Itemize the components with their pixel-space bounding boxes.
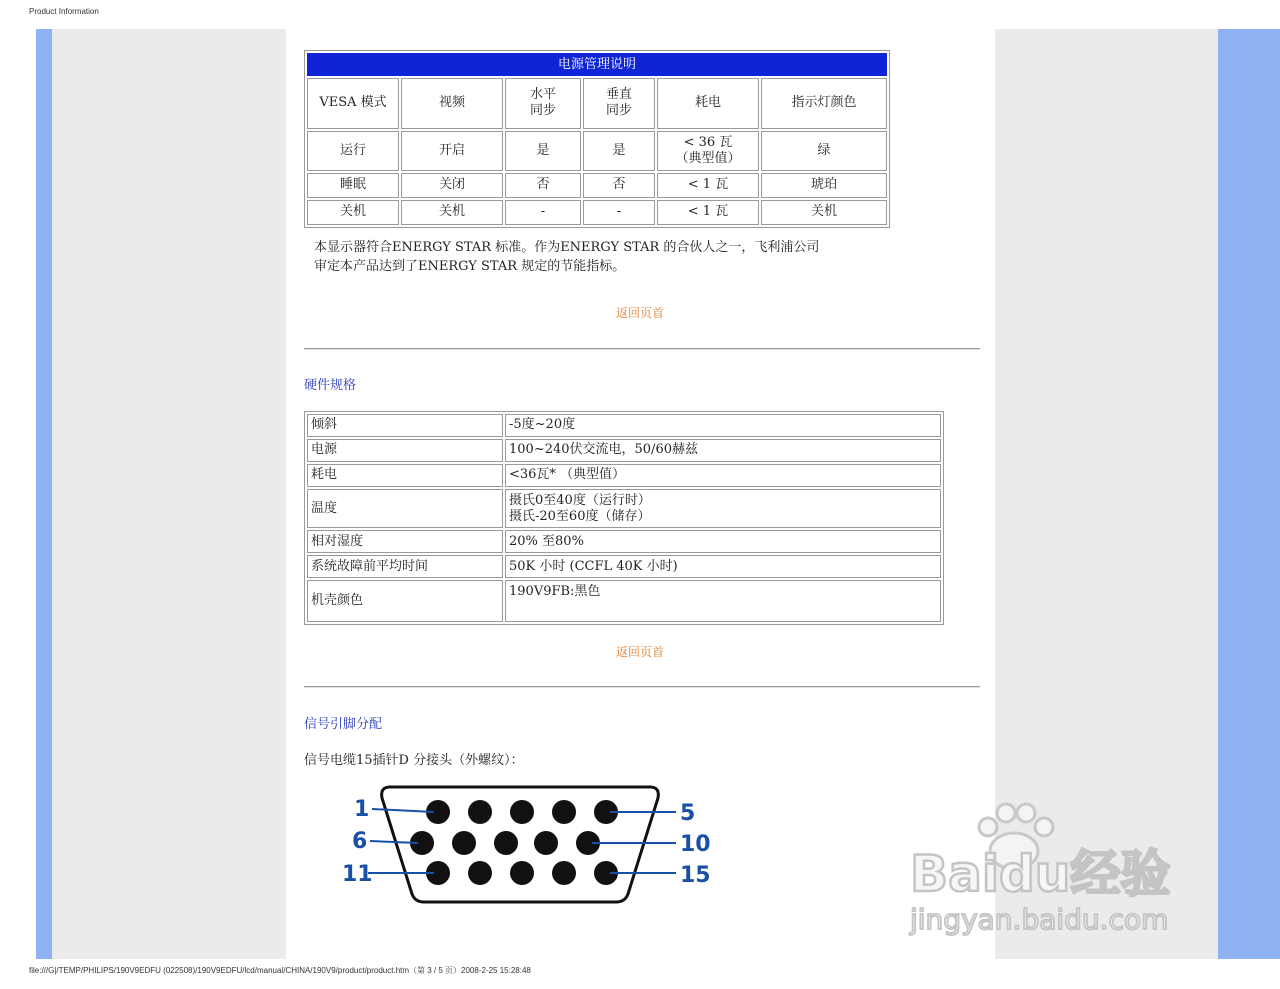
energy-note-line: 本显示器符合ENERGY STAR 标准。作为ENERGY STAR 的合伙人之一，飞利浦公司 <box>314 240 820 255</box>
spec-key: 倾斜 <box>307 414 503 437</box>
power-header-cell: 视频 <box>401 78 503 128</box>
energy-note-line: 审定本产品达到了ENERGY STAR 规定的节能指标。 <box>314 259 626 274</box>
power-table-title: 电源管理说明 <box>307 53 887 76</box>
pin <box>510 861 534 885</box>
watermark-site: jingyan.baidu.com <box>910 903 1169 936</box>
pin <box>494 831 518 855</box>
hardware-spec-heading: 硬件规格 <box>304 378 357 393</box>
power-cell: 否 <box>583 173 655 198</box>
power-header-cell: 耗电 <box>657 78 759 128</box>
pin-label-6: 6 <box>352 829 368 854</box>
pin <box>534 831 558 855</box>
power-header-cell: VESA 模式 <box>307 78 399 128</box>
spec-value: 190V9FB:黑色 <box>505 580 941 622</box>
power-cell: 关闭 <box>401 173 503 198</box>
hardware-spec-table <box>304 411 944 625</box>
spec-key: 系统故障前平均时间 <box>307 555 503 578</box>
section-divider <box>304 686 980 688</box>
spec-value <box>505 489 941 529</box>
section-divider <box>304 348 980 350</box>
power-cell: 绿 <box>761 131 887 171</box>
spec-value: 100~240伏交流电，50/60赫兹 <box>505 439 941 462</box>
pin <box>468 861 492 885</box>
power-cell: 否 <box>505 173 581 198</box>
print-header: Product Information <box>29 7 99 16</box>
spec-key: 机壳颜色 <box>307 580 503 622</box>
power-cell: 运行 <box>307 131 399 171</box>
watermark-brand: Baidu经验 <box>910 845 1171 903</box>
power-cell: 开启 <box>401 131 503 171</box>
spec-value-line: 摄氏-20至60度（储存） <box>509 508 651 524</box>
pin <box>552 800 576 824</box>
pin <box>468 800 492 824</box>
energy-star-note <box>314 238 874 276</box>
left-grey-margin <box>52 29 286 959</box>
power-cell: - <box>583 200 655 225</box>
spec-value: <36瓦* （典型值） <box>505 464 941 487</box>
print-footer: file:///G|/TEMP/PHILIPS/190V9EDFU (022508)/190V9EDFU/lcd/manual/CHINA/190V9/product/product.htm（第 3 / 5 页）2008-2-25 15:28:48 <box>29 966 531 975</box>
power-cell: < 36 瓦 （典型值） <box>657 131 759 171</box>
power-management-table <box>304 50 890 228</box>
power-cell: 是 <box>505 131 581 171</box>
spec-key: 温度 <box>307 489 503 529</box>
left-blue-margin <box>36 29 52 959</box>
power-cell: < 1 瓦 <box>657 173 759 198</box>
baidu-watermark <box>906 797 1206 942</box>
pin-intro-text: 信号电缆15插针D 分接头（外螺纹）： <box>304 753 524 768</box>
power-cell: 是 <box>583 131 655 171</box>
power-cell: - <box>505 200 581 225</box>
power-cell: 关机 <box>761 200 887 225</box>
power-cell: < 1 瓦 <box>657 200 759 225</box>
spec-key: 耗电 <box>307 464 503 487</box>
pin-label-15: 15 <box>680 863 711 888</box>
power-cell: 琥珀 <box>761 173 887 198</box>
signal-pin-heading: 信号引脚分配 <box>304 717 383 732</box>
power-cell: 关机 <box>401 200 503 225</box>
pin-label-1: 1 <box>354 797 370 822</box>
pin <box>510 800 534 824</box>
spec-value-line: 摄氏0至40度（运行时） <box>509 492 651 508</box>
vga-connector-diagram <box>338 782 718 908</box>
spec-value: -5度~20度 <box>505 414 941 437</box>
pin-label-11: 11 <box>342 862 373 887</box>
spec-value: 50K 小时 (CCFL 40K 小时) <box>505 555 941 578</box>
pin-label-5: 5 <box>680 801 696 826</box>
spec-value: 20% 至80% <box>505 530 941 553</box>
power-cell: 睡眠 <box>307 173 399 198</box>
power-header-cell: 水平 同步 <box>505 78 581 128</box>
back-to-top-link[interactable]: 返回页首 <box>616 306 665 320</box>
right-blue-margin <box>1218 29 1280 959</box>
spec-key: 电源 <box>307 439 503 462</box>
power-cell: 关机 <box>307 200 399 225</box>
spec-key: 相对湿度 <box>307 530 503 553</box>
power-header-cell: 垂直 同步 <box>583 78 655 128</box>
back-to-top-link[interactable]: 返回页首 <box>616 645 665 659</box>
pin <box>452 831 476 855</box>
pin-label-10: 10 <box>680 832 711 857</box>
power-header-cell: 指示灯颜色 <box>761 78 887 128</box>
pin <box>552 861 576 885</box>
